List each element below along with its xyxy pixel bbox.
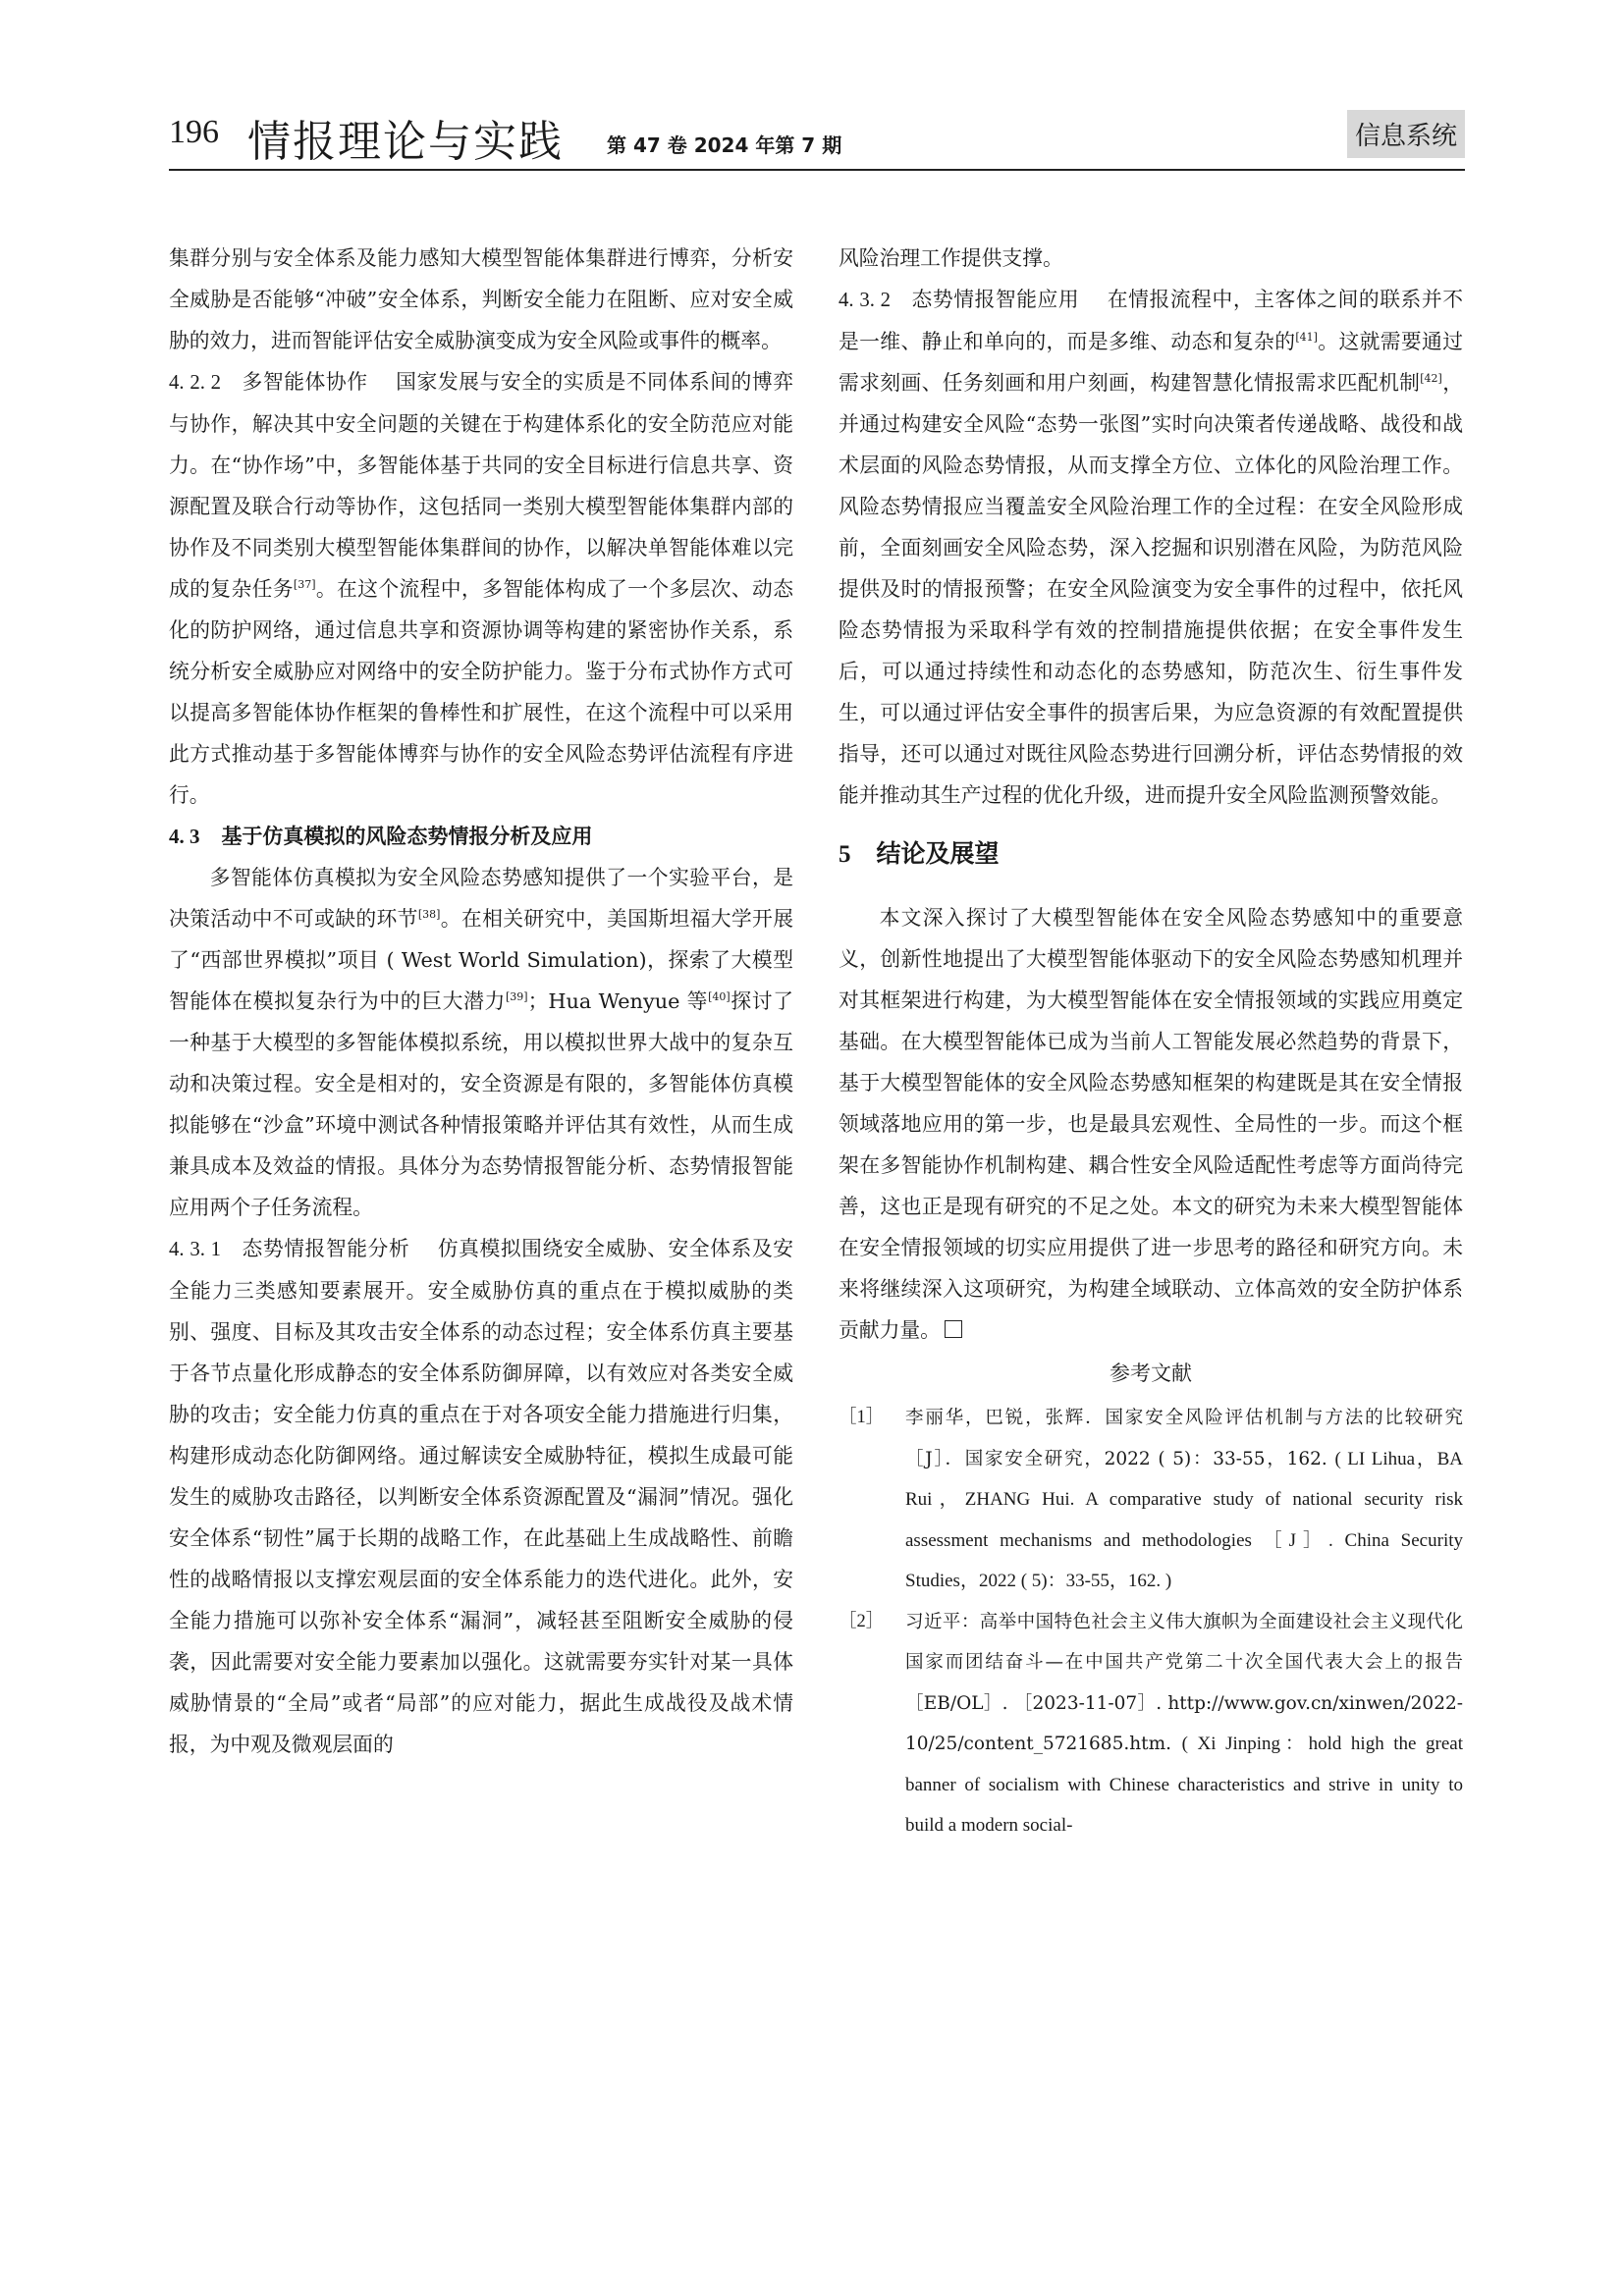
reference-item — [839, 1602, 1463, 1846]
paragraph: 集群分别与安全体系及能力感知大模型智能体集群进行博弈，分析安全威胁是否能够“冲破”安全体系，判断安全能力在阻断、应对安全威胁的效力，进而智能评估安全威胁演变成为安全风险或事件的概率。 — [169, 246, 793, 352]
reference-text-cn: 李丽华，巴锐，张辉．国家安全风险评估机制与方法的比较研究 ［J］．国家安全研究，2022 ( 5)：33-55，162. — [905, 1408, 1463, 1469]
section-heading: 态势情报智能应用 — [911, 288, 1080, 311]
citation: [38] — [417, 908, 441, 922]
citation: [37] — [293, 578, 316, 592]
paragraph-text: 本文深入探讨了大模型智能体在安全风险态势感知中的重要意义，创新性地提出了大模型智能体驱动下的安全风险态势感知机理并对其框架进行构建，为大模型智能体在安全情报领域的实践应用奠定基础。在大模型智能体已成为当前人工智能发展必然趋势的背景下，基于大模型智能体的安全风险态势感知框架的构建既是其在安全情报领域落地应用的第一步，也是最具宏观性、全局性的一步。而这个框架在多智能协作机制构建、耦合性安全风险适配性考虑等方面尚待完善，这也正是现有研究的不足之处。本文的研究为未来大模型智能体在安全情报领域的切实应用提供了进一步思考的路径和研究方向。未来将继续深入这项研究，为构建全域联动、立体高效的安全防护体系贡献力量。 — [839, 906, 1463, 1342]
paragraph-text: 仿真模拟围绕安全威胁、安全体系及安全能力三类感知要素展开。安全威胁仿真的重点在于模拟威胁的类别、强度、目标及其攻击安全体系的动态过程；安全体系仿真主要基于各节点量化形成静态的安全体系防御屏障，以有效应对各类安全威胁的攻击；安全能力仿真的重点在于对各项安全能力措施进行归集，构建形成动态化防御网络。通过解读安全威胁特征，模拟生成最可能发生的威胁攻击路径，以判断安全体系资源配置及“漏洞”情况。强化安全体系“韧性”属于长期的战略工作，在此基础上生成战略性、前瞻性的战略情报以支撑宏观层面的安全体系能力的迭代进化。此外，安全能力措施可以弥补安全体系“漏洞”，减轻甚至阻断安全威胁的侵袭，因此需要对安全能力要素加以强化。这就需要夯实针对某一具体威胁情景的“全局”或者“局部”的应对能力，据此生成战役及战术情报，为中观及微观层面的 — [169, 1237, 793, 1756]
section-heading: 基于仿真模拟的风险态势情报分析及应用 — [221, 825, 593, 848]
section-4-3-paragraph — [169, 857, 793, 1228]
paragraph: 风险治理工作提供支撑。 — [839, 246, 1063, 270]
paragraph-text: 。在这个流程中，多智能体构成了一个多层次、动态化的防护网络，通过信息共享和资源协调等构建的紧密协作关系，系统分析安全威胁应对网络中的安全防护能力。鉴于分布式协作方式可以提高多智能体协作框架的鲁棒性和扩展性，在这个流程中可以采用此方式推动基于多智能体博弈与协作的安全风险态势评估流程有序进行。 — [169, 577, 794, 807]
section-4-3-2 — [839, 279, 1463, 816]
paragraph-text: 。这就需要通过需求刻画、任务刻画和用户刻画，构建智慧化情报需求匹配机制 — [839, 330, 1464, 395]
section-heading: 结论及展望 — [876, 839, 1000, 868]
page-number: 196 — [169, 114, 219, 150]
reference-number: ［1］ — [839, 1408, 885, 1427]
section-tag: 信息系统 — [1347, 110, 1465, 158]
references-title: 参考文献 — [1110, 1362, 1192, 1385]
right-column — [839, 238, 1463, 1846]
running-header — [169, 106, 1465, 169]
section-number: 4. 2. 2 — [169, 371, 222, 394]
section-number: 4. 3. 1 — [169, 1238, 222, 1260]
section-number: 5 — [839, 841, 851, 868]
paragraph-text: 国家发展与安全的实质是不同体系间的博弈与协作，解决其中安全问题的关键在于构建体系化的安全防范应对能力。在“协作场”中，多智能体基于共同的安全目标进行信息共享、资源配置及联合行动等协作，这包括同一类别大模型智能体集群内部的协作及不同类别大模型智能体集群间的协作，以解决单智能体难以完成的复杂任务 — [169, 370, 793, 601]
conclusion-paragraph — [839, 897, 1463, 1351]
header-rule — [169, 169, 1465, 171]
journal-title: 情报理论与实践 — [247, 117, 564, 167]
citation: [40] — [708, 990, 731, 1004]
paragraph-text: 。在相关研究中，美国斯坦福大学开展了“西部世界模拟”项目 ( West World Simulation)，探索了大模型智能体在模拟复杂行为中的巨大潜力 — [169, 907, 794, 1013]
reference-text-en: ( LI Lihua，BA Rui，ZHANG Hui. A comparative study of national security risk assessment mechanisms and methodologies ［J］. China Security Studies，2022 ( 5)：33-55，162. ) — [905, 1448, 1463, 1591]
section-heading: 态势情报智能分析 — [242, 1237, 410, 1260]
paragraph-text: ；Hua Wenyue 等 — [527, 989, 709, 1013]
section-4-3-1 — [169, 1228, 793, 1765]
left-column — [169, 238, 793, 1765]
reference-number: ［2］ — [839, 1611, 885, 1631]
reference-item — [839, 1398, 1463, 1602]
citation: [42] — [1420, 372, 1442, 386]
paragraph-text: 在情报流程中，主客体之间的联系并不是一维、静止和单向的，而是多维、动态和复杂的 — [839, 288, 1463, 353]
end-mark-icon — [945, 1320, 962, 1338]
paragraph-text: ，并通过构建安全风险“态势一张图”实时向决策者传递战略、战役和战术层面的风险态势情报，从而支撑全方位、立体化的风险治理工作。风险态势情报应当覆盖安全风险治理工作的全过程：在安全风险形成前，全面刻画安全风险态势，深入挖掘和识别潜在风险，为防范风险提供及时的情报预警；在安全风险演变为安全事件的过程中，依托风险态势情报为采取科学有效的控制措施提供依据；在安全事件发生后，可以通过持续性和动态化的态势感知，防范次生、衍生事件发生，可以通过评估安全事件的损害后果，为应急资源的有效配置提供指导，还可以通过对既往风险态势进行回溯分析，评估态势情报的效能并推动其生产过程的优化升级，进而提升安全风险监测预警效能。 — [839, 371, 1464, 807]
reference-text-cn: 习近平：高举中国特色社会主义伟大旗帜为全面建设社会主义现代化国家而团结奋斗—在中国共产党第二十次全国代表大会上的报告 ［EB/OL］. ［2023-11-07］. http://www.gov.cn/xinwen/2022-10/25/content_5721685.htm. — [905, 1611, 1463, 1754]
section-4-2-2 — [169, 361, 793, 816]
section-heading: 多智能体协作 — [242, 370, 368, 394]
section-number: 4. 3. 2 — [839, 289, 892, 311]
volume-issue: 第 47 卷 2024 年第 7 期 — [607, 133, 842, 157]
reference-text-en: ( Xi Jinping：hold high the great banner of socialism with Chinese characteristics and strive in unity to build a modern social- — [905, 1734, 1463, 1836]
section-number: 4. 3 — [169, 825, 200, 848]
section-5-heading — [839, 833, 1463, 876]
citation: [39] — [506, 990, 528, 1004]
citation: [41] — [1295, 331, 1318, 345]
paragraph-text: 探讨了一种基于大模型的多智能体模拟系统，用以模拟世界大战中的复杂互动和决策过程。安全是相对的，安全资源是有限的，多智能体仿真模拟能够在“沙盒”环境中测试各种情报策略并评估其有效性，从而生成兼具成本及效益的情报。具体分为态势情报智能分析、态势情报智能应用两个子任务流程。 — [169, 989, 793, 1219]
section-4-3-heading — [169, 816, 793, 857]
paragraph-text: 多智能体仿真模拟为安全风险态势感知提供了一个实验平台，是决策活动中不可或缺的环节 — [169, 866, 793, 931]
